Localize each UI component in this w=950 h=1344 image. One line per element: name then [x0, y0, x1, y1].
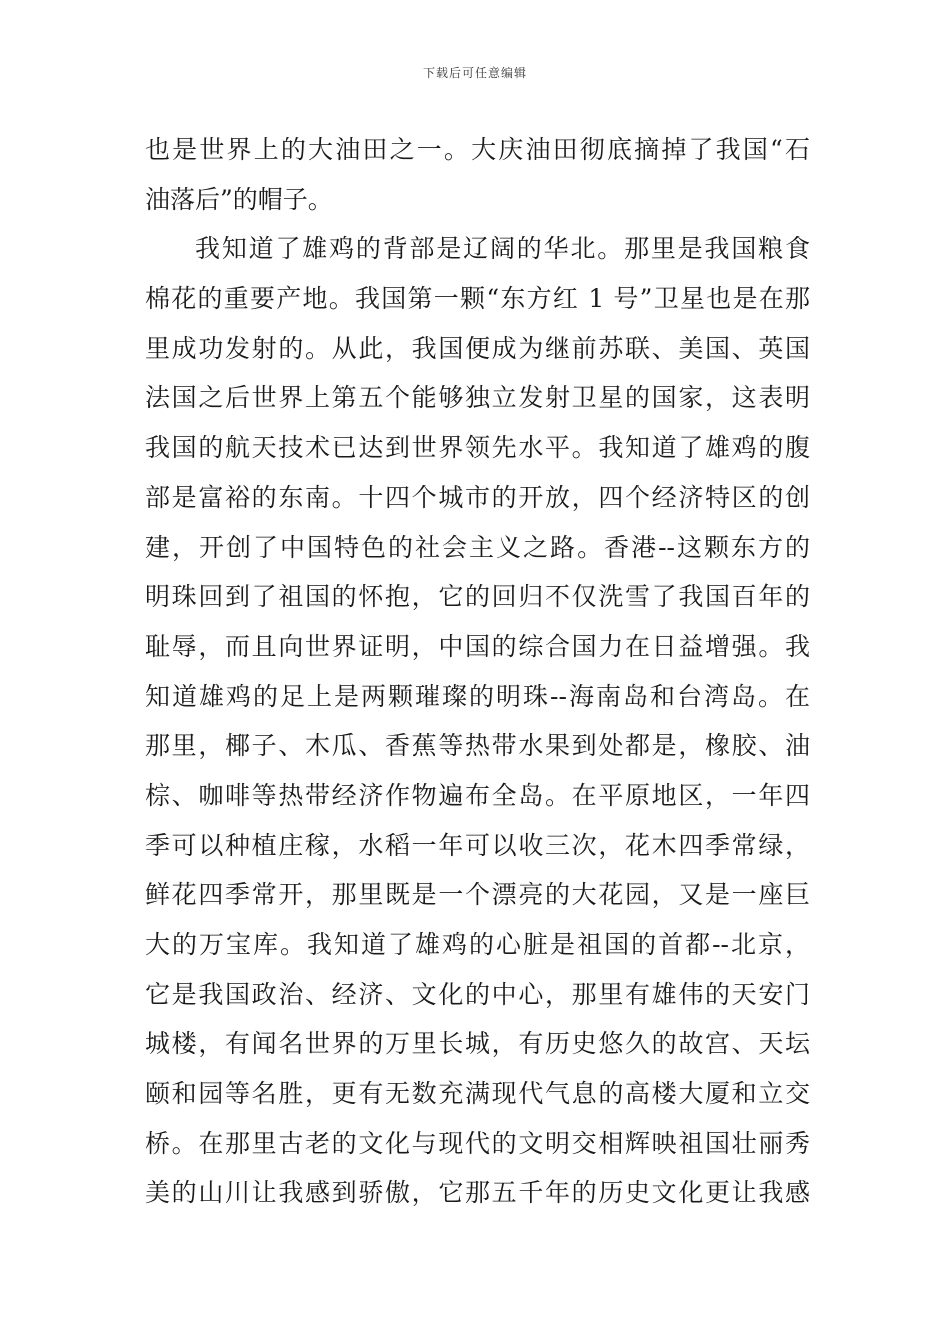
text-line-6: 法国之后世界上第五个能够独立发射卫星的国家，这表明	[145, 383, 810, 413]
document-body	[145, 125, 810, 1218]
text-line-17: 大的万宝库。我知道了雄鸡的心脏是祖国的首都--北京，	[145, 930, 810, 959]
text-line-15: 季可以种植庄稼，水稻一年可以收三次，花木四季常绿，	[145, 830, 810, 860]
text-line-4: 棉花的重要产地。我国第一颗“东方红 1 号”卫星也是在那	[145, 284, 810, 314]
text-line-9: 建，开创了中国特色的社会主义之路。香港--这颗东方的	[145, 532, 810, 562]
text-line-19: 城楼，有闻名世界的万里长城，有历史悠久的故宫、天坛	[145, 1029, 810, 1059]
text-line-22: 美的山川让我感到骄傲，它那五千年的历史文化更让我感	[145, 1178, 810, 1208]
text-line-7: 我国的航天技术已达到世界领先水平。我知道了雄鸡的腹	[145, 433, 810, 463]
text-line-18: 它是我国政治、经济、文化的中心，那里有雄伟的天安门	[145, 979, 810, 1009]
text-line-2: 油落后”的帽子。	[145, 184, 333, 214]
text-line-20: 颐和园等名胜，更有无数充满现代气息的高楼大厦和立交	[145, 1079, 810, 1109]
text-line-14: 棕、咖啡等热带经济作物遍布全岛。在平原地区，一年四	[145, 780, 810, 810]
page-header: 下载后可任意编辑	[422, 66, 527, 80]
text-line-5: 里成功发射的。从此，我国便成为继前苏联、美国、英国	[145, 333, 810, 363]
text-line-3: 我知道了雄鸡的背部是辽阔的华北。那里是我国粮食	[195, 234, 810, 264]
text-line-21: 桥。在那里古老的文化与现代的文明交相辉映祖国壮丽秀	[145, 1128, 810, 1158]
text-line-12: 知道雄鸡的足上是两颗璀璨的明珠--海南岛和台湾岛。在	[145, 681, 810, 711]
text-line-16: 鲜花四季常开，那里既是一个漂亮的大花园，又是一座巨	[145, 880, 810, 910]
text-line-10: 明珠回到了祖国的怀抱，它的回归不仅洗雪了我国百年的	[145, 582, 810, 612]
text-line-11: 耻辱，而且向世界证明，中国的综合国力在日益增强。我	[145, 631, 810, 661]
text-line-13: 那里，椰子、木瓜、香蕉等热带水果到处都是，橡胶、油	[145, 731, 810, 761]
text-line-8: 部是富裕的东南。十四个城市的开放，四个经济特区的创	[145, 482, 810, 512]
text-line-1: 也是世界上的大油田之一。大庆油田彻底摘掉了我国“石	[145, 135, 810, 164]
